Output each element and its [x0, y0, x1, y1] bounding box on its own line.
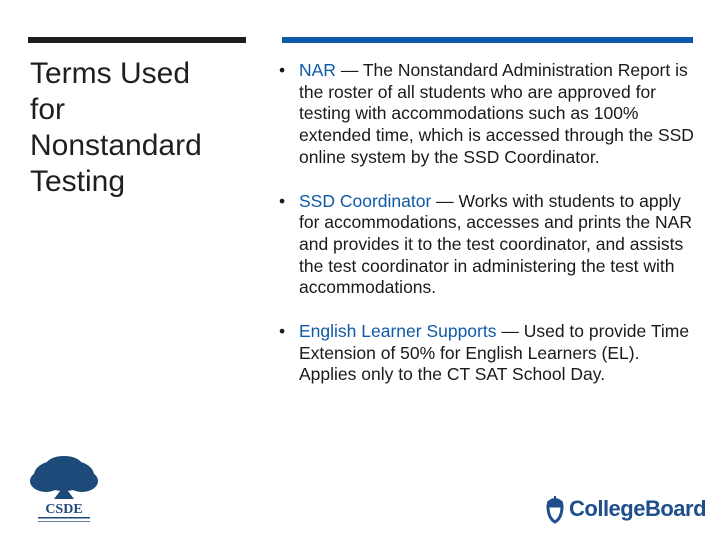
list-item [277, 191, 697, 300]
list-item [277, 60, 697, 169]
csde-tagline-line [38, 521, 90, 522]
csde-rule [38, 517, 90, 519]
csde-logo [24, 455, 104, 527]
slide-title [30, 56, 250, 200]
bullet-dot: • [279, 60, 286, 80]
terms-list [277, 60, 697, 408]
term-definition: — Used to provide Time Extension of 50% for English Learners (EL). Applies only to the CT SAT School Day. [299, 321, 690, 385]
term-definition: — Works with students to apply for accommodations, accesses and prints the NAR and provides it to the test coordinator, and assists the test coordinator in administering the test with accommodations. [299, 190, 692, 298]
title-divider-bar [28, 37, 246, 43]
term-label: English Learner Supports [299, 321, 497, 342]
content-divider-bar [282, 37, 693, 43]
term-label: SSD Coordinator [299, 190, 432, 211]
title-line-4: Testing [30, 165, 126, 198]
csde-wordmark: CSDE [45, 502, 83, 517]
oak-tree-icon [30, 456, 98, 499]
title-line-2: for [30, 93, 66, 126]
acorn-icon [547, 496, 563, 522]
collegeboard-wordmark: CollegeBoard [569, 496, 707, 521]
bullet-dot: • [279, 321, 286, 342]
bullet-dot: • [279, 190, 286, 211]
term-label: NAR [299, 60, 336, 80]
term-definition: — The Nonstandard Administration Report is the roster of all students who are approved for testing with accommodations such as 100% extended time, which is accessed through the SSD online system by the SSD Coordinator. [299, 60, 694, 167]
title-line-1: Terms Used [30, 57, 191, 90]
title-line-3: Nonstandard [30, 129, 202, 162]
list-item [277, 321, 697, 386]
